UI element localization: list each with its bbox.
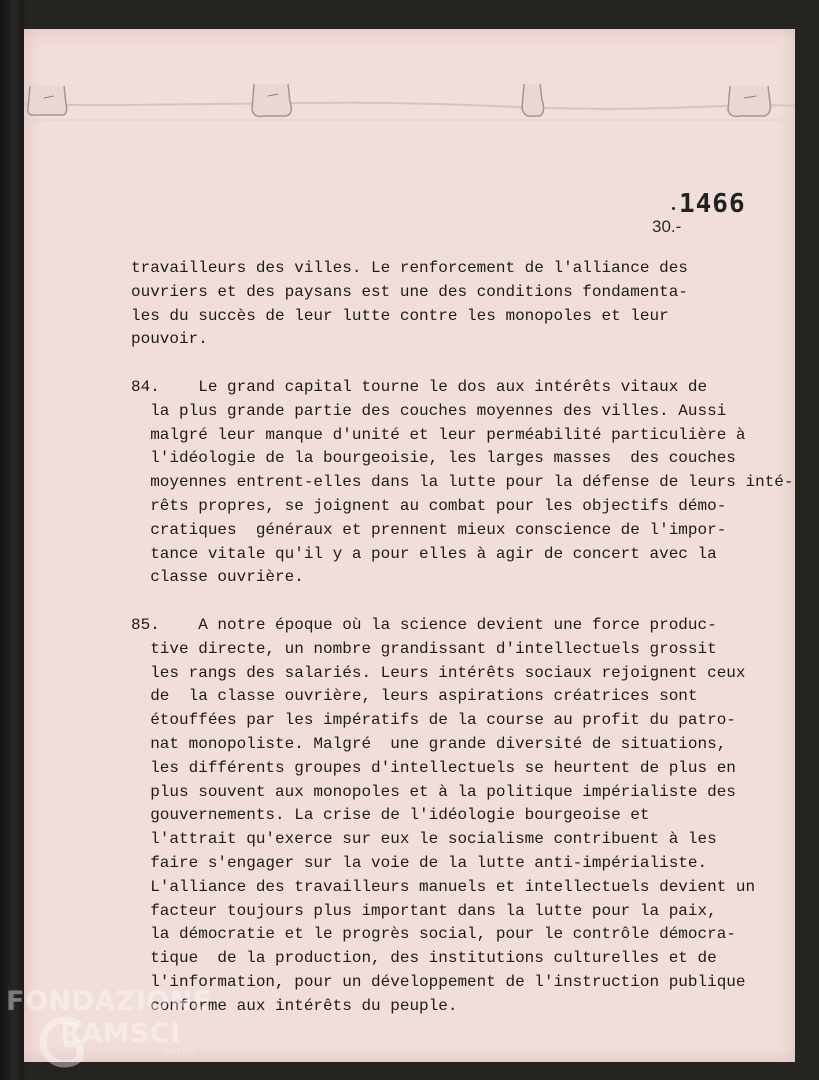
paragraph (131, 257, 771, 352)
text-line: gouvernements. La crise de l'idéologie bourgeoise et (131, 806, 650, 825)
page-number: 30.- (652, 217, 682, 236)
document-body (131, 257, 794, 1019)
paragraph (131, 376, 794, 590)
page-fold-marks (24, 80, 795, 150)
text-line: ouvriers et des paysans est une des conditions fondamenta- (131, 282, 688, 301)
text-line: tique de la production, des institutions culturelles et de (131, 949, 717, 968)
text-line: pouvoir. (131, 330, 208, 349)
text-line: étouffées par les impératifs de la course au profit du patro- (131, 711, 736, 730)
text-line: cratiques généraux et prennent mieux conscience de l'impor- (131, 520, 727, 539)
text-line: les du succès de leur lutte contre les monopoles et leur (131, 306, 669, 325)
text-line: L'alliance des travailleurs manuels et intellectuels devient un (131, 877, 756, 896)
text-line: travailleurs des villes. Le renforcement de l'alliance des (131, 259, 688, 277)
text-line: malgré leur manque d'unité et leur perméabilité particulière à (131, 425, 746, 444)
text-line: l'information, pour un développement de l'instruction publique (131, 972, 746, 991)
text-line: les rangs des salariés. Leurs intérêts sociaux rejoignent ceux (131, 663, 746, 682)
sheet-number: 1466 (679, 189, 746, 219)
text-line: l'attrait qu'exerce sur eux le socialisme contribuent à les (131, 830, 717, 849)
text-line: facteur toujours plus important dans la lutte pour la paix, (131, 901, 717, 920)
typewritten-page (24, 29, 795, 1062)
text-line: 85. A notre époque où la science devient une force produc- (131, 615, 717, 634)
text-line: plus souvent aux monopoles et à la politique impérialiste des (131, 782, 736, 801)
text-line: de la classe ouvrière, leurs aspirations créatrices sont (131, 687, 698, 706)
text-line: tive directe, un nombre grandissant d'intellectuels grossit (131, 639, 717, 658)
text-line: conforme aux intérêts du peuple. (131, 996, 458, 1015)
text-line: moyennes entrent-elles dans la lutte pour la défense de leurs inté- (131, 473, 794, 492)
text-line: la démocratie et le progrès social, pour le contrôle démocra- (131, 925, 736, 944)
watermark-line-1: FONDAZIONE (6, 986, 212, 1017)
text-line: 84. Le grand capital tourne le dos aux intérêts vitaux de (131, 377, 708, 396)
text-line: classe ouvrière. (131, 568, 304, 587)
text-line: les différents groupes d'intellectuels se heurtent de plus en (131, 758, 736, 777)
text-line: nat monopoliste. Malgré une grande diversité de situations, (131, 734, 727, 753)
paragraph (131, 614, 771, 1019)
watermark-line-2: RAMSCI (60, 1018, 181, 1049)
text-line: la plus grande partie des couches moyennes des villes. Aussi (131, 401, 727, 420)
text-line: faire s'engager sur la voie de la lutte anti-impérialiste. (131, 853, 708, 872)
fondazione-gramsci-watermark (6, 988, 212, 1058)
text-line: tance vitale qu'il y a pour elles à agir de concert avec la (131, 544, 717, 563)
watermark-line-3: ONLUS (162, 1048, 196, 1058)
watermark-g-mark-icon (36, 1016, 86, 1070)
text-line: rêts propres, se joignent au combat pour les objectifs démo- (131, 496, 727, 515)
text-line: l'idéologie de la bourgeoisie, les larges masses des couches (131, 449, 736, 468)
sheet-number-dot (672, 207, 675, 210)
